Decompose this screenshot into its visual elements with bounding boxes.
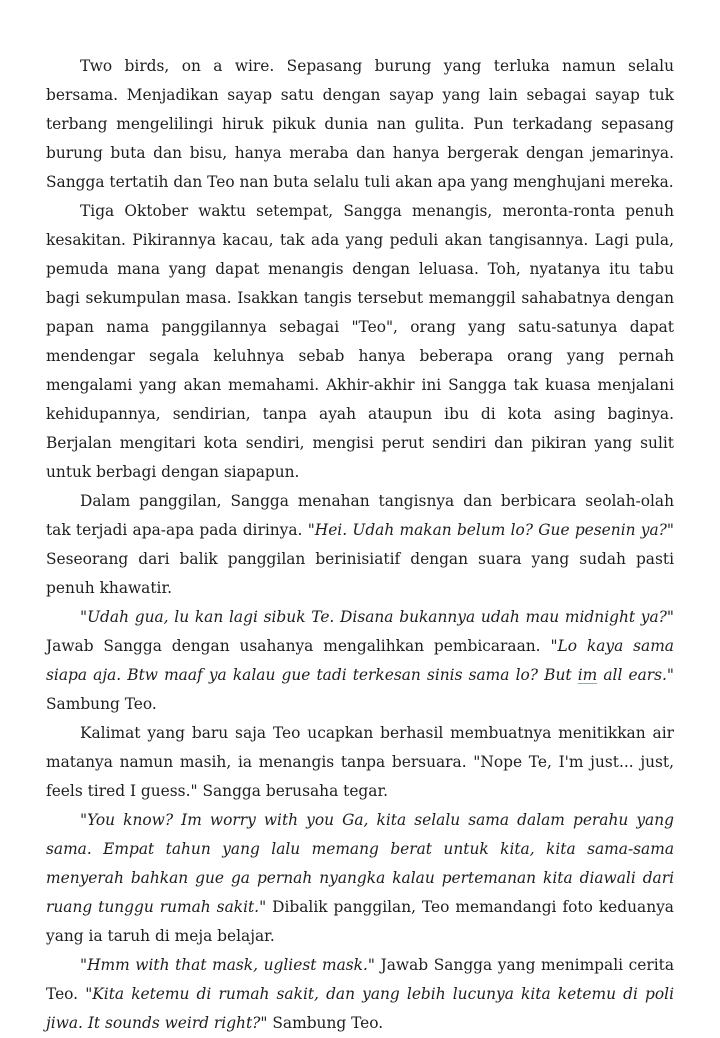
text-run: Jawab Sangga dengan usahanya mengalihkan pembicaraan. <box>46 637 551 655</box>
italic-dialogue: "Lo kaya sama siapa aja. Btw maaf ya kalau gue tadi terkesan sinis sama lo? But <box>46 637 674 684</box>
document-body <box>46 52 674 1038</box>
paragraph <box>46 806 674 951</box>
italic-dialogue: "Kita ketemu di rumah sakit, dan yang lebih lucunya kita ketemu di poli jiwa. It sounds weird right?" <box>46 985 674 1032</box>
text-run: Jawab Sangga yang menimpali cerita Teo. <box>46 956 675 1003</box>
italic-dialogue: all ears." <box>597 666 674 684</box>
paragraph <box>46 719 674 806</box>
text-run: Sambung Teo. <box>46 695 157 713</box>
text-run: Seseorang dari balik panggilan berinisiatif dengan suara yang sudah pasti penuh khawatir. <box>46 550 674 597</box>
text-run: Dibalik panggilan, Teo memandangi foto keduanya yang ia taruh di meja belajar. <box>46 898 674 945</box>
paragraph <box>46 603 674 719</box>
text-run: Two birds, on a wire. Sepasang burung yang terluka namun selalu bersama. Menjadikan sayap satu dengan sayap yang lain sebagai sayap tuk terbang mengelilingi hiruk pikuk dunia nan gulita. Pun terkadang sepasang burung buta dan bisu, hanya meraba dan hanya bergerak dengan jemarinya. Sangga tertatih dan Teo nan buta selalu tuli akan apa yang menghujani mereka. <box>46 57 674 191</box>
underlined-word: im <box>577 666 598 684</box>
paragraph <box>46 487 674 603</box>
paragraph <box>46 951 674 1038</box>
italic-dialogue: "Hei. Udah makan belum lo? Gue pesenin ya?" <box>307 521 674 539</box>
text-run: Sambung Teo. <box>267 1014 384 1032</box>
italic-dialogue: "Hmm with that mask, ugliest mask." <box>80 956 375 974</box>
text-run: Dalam panggilan, Sangga menahan tangisnya dan berbicara seolah-olah tak terjadi apa-apa pada dirinya. <box>46 492 674 539</box>
italic-dialogue: "You know? Im worry with you Ga, kita selalu sama dalam perahu yang sama. Empat tahun yang lalu memang berat untuk kita, kita sama-sama menyerah bahkan gue ga pernah nyangka kalau pertemanan kita diawali dari ruang tunggu rumah sakit." <box>46 811 674 916</box>
paragraph <box>46 197 674 487</box>
paragraph <box>46 52 674 197</box>
italic-dialogue: "Udah gua, lu kan lagi sibuk Te. Disana bukannya udah mau midnight ya?" <box>80 608 674 626</box>
text-run: Kalimat yang baru saja Teo ucapkan berhasil membuatnya menitikkan air matanya namun masih, ia menangis tanpa bersuara. "Nope Te, I'm just... just, feels tired I guess." Sangga berusaha tegar. <box>46 724 674 800</box>
text-run: Tiga Oktober waktu setempat, Sangga menangis, meronta-ronta penuh kesakitan. Pikirannya kacau, tak ada yang peduli akan tangisannya. Lagi pula, pemuda mana yang dapat menangis dengan leluasa. Toh, nyatanya itu tabu bagi sekumpulan masa. Isakkan tangis tersebut memanggil sahabatnya dengan papan nama panggilannya sebagai "Teo", orang yang satu-satunya dapat mendengar segala keluhnya sebab hanya beberapa orang yang pernah mengalami yang akan memahami. Akhir-akhir ini Sangga tak kuasa menjalani kehidupannya, sendirian, tanpa ayah ataupun ibu di kota asing baginya. Berjalan mengitari kota sendiri, mengisi perut sendiri dan pikiran yang sulit untuk berbagi dengan siapapun. <box>46 202 674 481</box>
